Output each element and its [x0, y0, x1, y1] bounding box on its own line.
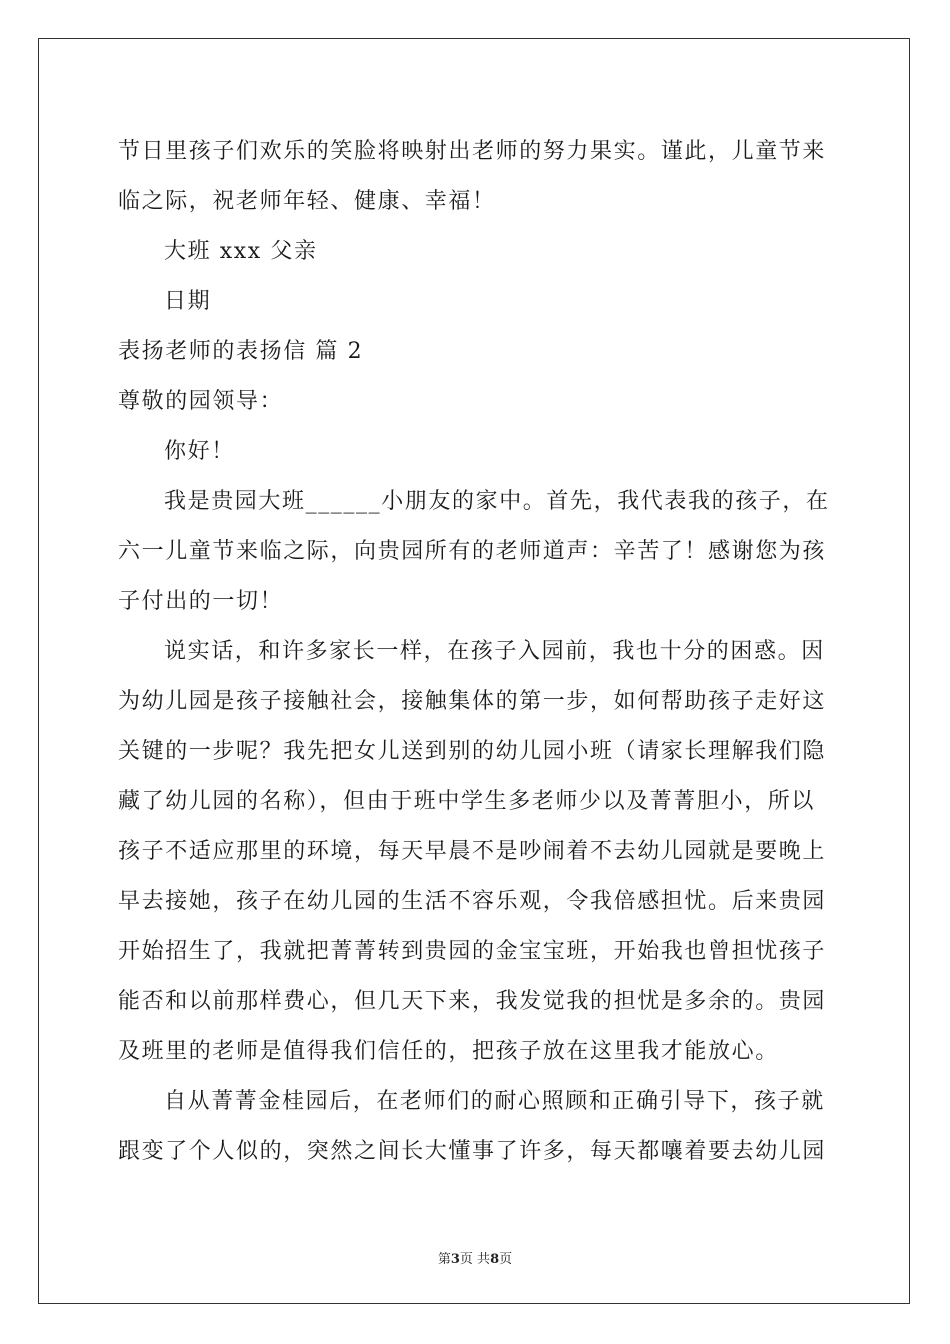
body-line: 关键的一步呢？我先把女儿送到别的幼儿园小班（请家长理解我们隐: [118, 739, 827, 764]
body-line: 子付出的一切！: [118, 589, 284, 614]
footer-suffix: 页: [499, 1252, 513, 1267]
signature-line: 大班 xxx 父亲: [164, 239, 318, 264]
total-page-number: 8: [490, 1252, 500, 1267]
body-line: 我是贵园大班______小朋友的家中。首先，我代表我的孩子，在: [164, 489, 830, 514]
greeting: 你好！: [164, 439, 235, 464]
body-line: 临之际，祝老师年轻、健康、幸福！: [118, 189, 496, 214]
body-line: 为幼儿园是孩子接触社会，接触集体的第一步，如何帮助孩子走好这: [118, 689, 827, 714]
footer-mid: 页 共: [459, 1252, 491, 1267]
salutation: 尊敬的园领导：: [118, 389, 284, 414]
body-line: 跟变了个人似的，突然之间长大懂事了许多，每天都嚷着要去幼儿园: [118, 1139, 827, 1164]
section-title: 表扬老师的表扬信 篇 2: [118, 339, 364, 364]
body-line: 自从菁菁金桂园后，在老师们的耐心照顾和正确引导下，孩子就: [164, 1089, 825, 1114]
footer-prefix: 第: [437, 1252, 451, 1267]
body-line: 说实话，和许多家长一样，在孩子入园前，我也十分的困惑。因: [164, 639, 825, 664]
body-line: 节日里孩子们欢乐的笑脸将映射出老师的努力果实。谨此，儿童节来: [118, 139, 827, 164]
page-footer: [0, 1248, 950, 1267]
body-line: 六一儿童节来临之际，向贵园所有的老师道声：辛苦了！感谢您为孩: [118, 539, 827, 564]
body-line: 能否和以前那样费心，但几天下来，我发觉我的担忧是多余的。贵园: [118, 989, 827, 1014]
body-line: 藏了幼儿园的名称），但由于班中学生多老师少以及菁菁胆小，所以: [118, 789, 816, 814]
body-line: 及班里的老师是值得我们信任的，把孩子放在这里我才能放心。: [118, 1039, 779, 1064]
body-line: 早去接她，孩子在幼儿园的生活不容乐观，令我倍感担忧。后来贵园: [118, 889, 827, 914]
body-line: 孩子不适应那里的环境，每天早晨不是吵闹着不去幼儿园就是要晚上: [118, 839, 827, 864]
current-page-number: 3: [450, 1252, 460, 1267]
date-line: 日期: [164, 289, 212, 314]
body-line: 开始招生了，我就把菁菁转到贵园的金宝宝班，开始我也曾担忧孩子: [118, 939, 827, 964]
